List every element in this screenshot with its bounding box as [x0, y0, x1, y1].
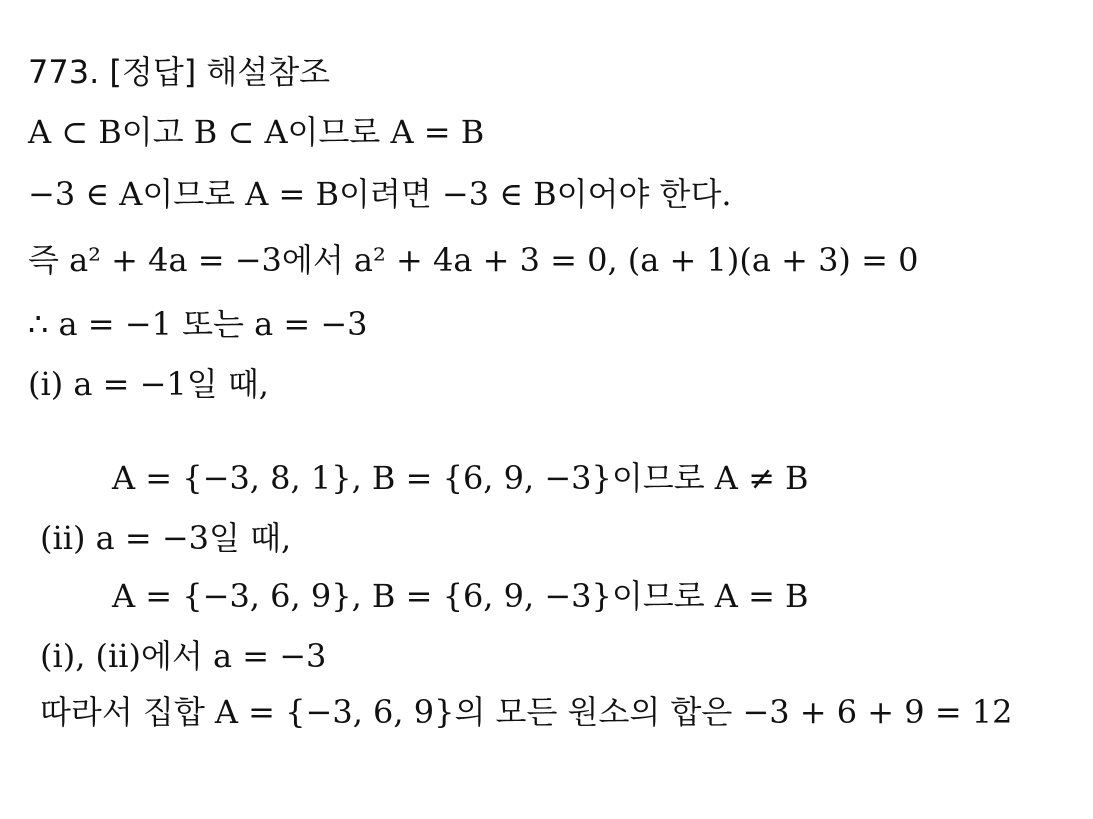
- case-2-detail: A = {−3, 6, 9}, B = {6, 9, −3}이므로 A = B: [112, 577, 809, 615]
- conclusion-line: (ⅰ), (ⅱ)에서 a = −3: [40, 637, 327, 675]
- problem-number: 773.: [28, 53, 100, 91]
- solution-line-4: ∴ a = −1 또는 a = −3: [28, 305, 368, 343]
- solution-line-3: 즉 a² + 4a = −3에서 a² + 4a + 3 = 0, (a + 1)(a + 3) = 0: [28, 241, 919, 279]
- case-1-detail: A = {−3, 8, 1}, B = {6, 9, −3}이므로 A ≠ B: [112, 459, 809, 497]
- problem-header: [28, 52, 330, 92]
- case-2-title: (ⅱ) a = −3일 때,: [40, 519, 292, 557]
- answer-label: [정답] 해설참조: [109, 53, 331, 91]
- final-answer-line: 따라서 집합 A = {−3, 6, 9}의 모든 원소의 합은 −3 + 6 + 9 = 12: [40, 693, 1013, 731]
- solution-line-2: −3 ∈ A이므로 A = B이려면 −3 ∈ B이어야 한다.: [28, 175, 732, 213]
- case-1-title: (ⅰ) a = −1일 때,: [28, 365, 269, 403]
- solution-line-1: A ⊂ B이고 B ⊂ A이므로 A = B: [28, 113, 485, 151]
